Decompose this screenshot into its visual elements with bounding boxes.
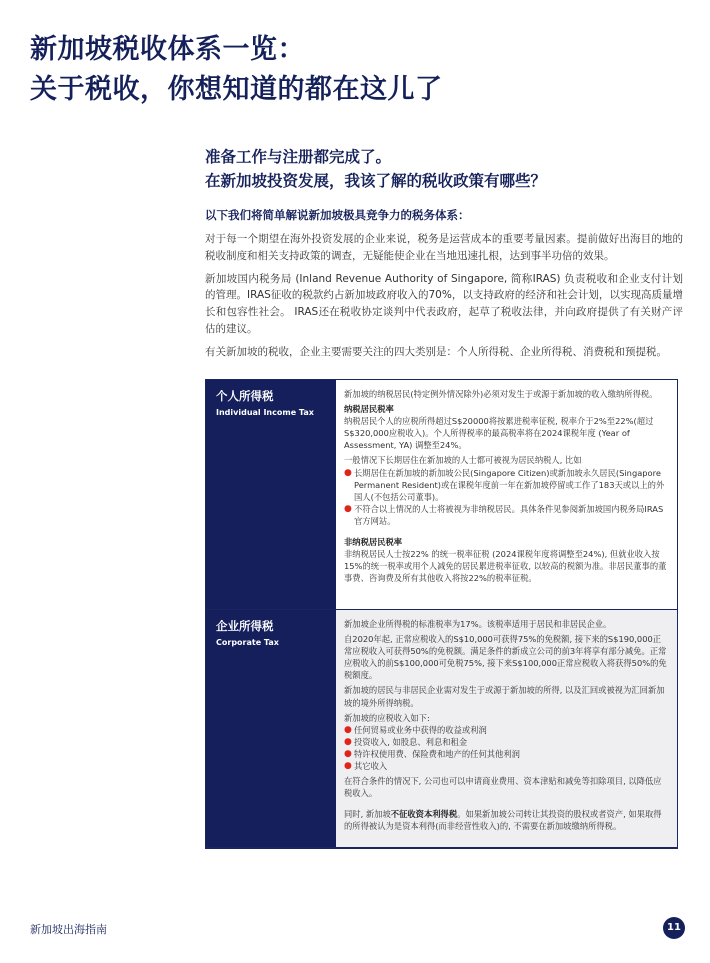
paragraph: 有关新加坡的税收，企业主要需要关注的四大类别是：个人所得税、企业所得税、消费税和预提税。 [205,345,667,358]
corporate-scope-text: 新加坡的居民与非居民企业需对发生于或源于新加坡的所得, 以及汇回或被视为汇回新加坡的境外所得纳税。 [344,685,665,708]
row-content [336,380,677,609]
deduction-text: 在符合条件的情况下, 公司也可以申请商业费用、资本津贴和减免等扣除项目, 以降低应税收入。 [344,776,662,799]
row-label [206,610,336,847]
resident-lead: 一般情况下长期居住在新加坡的人士都可被视为居民纳税人, 比如 [344,455,582,466]
page-number: 11 [663,917,685,939]
page-title-line-1: 新加坡税收体系一览： [30,34,305,65]
list-item: ● 其它收入 [344,761,388,772]
row-content [336,610,677,847]
tax-category-table [205,379,678,849]
bullet-dot-icon: ● [344,748,352,759]
row-label-zh: 个人所得税 [216,389,274,403]
subheading-line-2: 在新加坡投资发展，我该了解的税收政策有哪些？ [205,172,547,190]
paragraph: 新加坡国内税务局 (Inland Revenue Authority of Singapore, 简称IRAS) 负责税收和企业支付计划的管理。IRAS征收的税款约占新加坡政府收入的70%，以支持政府的经济和社会计划，以实现高质量增长和包容性社会。 IRAS还在税收协定谈判中代表政府，起草了税收法律，并向政府提供了有关财产评估的建议。 [205,272,683,335]
resident-bullets [344,467,668,527]
footer-guide-title: 新加坡出海指南 [30,923,107,936]
bullet-dot-icon: ● [344,503,352,514]
list-item: ● 任何贸易或业务中获得的收益或利润 [344,724,487,735]
resident-rate-heading: 纳税居民税率 [344,404,394,415]
resident-rate-text: 纳税居民个人的应税所得超过S$20000将按累进税率征税, 税率介于2%至22%(超过S$320,000应税收入)。个人所得税率的最高税率将在2024课税年度 (Year of Assessment, YA) 调整至24%。 [344,416,654,451]
list-item: ● 长期居住在新加坡的新加坡公民(Singapore Citizen)或新加坡永久居民(Singapore Permanent Resident)或在课税年度前一年在新加坡停留或工作了183天或以上的外国人(不包括公司董事)。 [344,467,665,502]
capital-gains-text: 同时, 新加坡不征收资本利得税。如果新加坡公司转让其投资的股权或者资产, 如果取得的所得被认为是资本利得(而非经营性收入)的, 不需要在新加坡缴纳所得税。 [344,809,662,832]
nonresident-rate-text: 非纳税居民人士按22% 的统一税率征税 (2024课税年度将调整至24%), 但就业收入按15%的统一税率或用个人减免的居民累进税率征收, 以较高的税额为准。非居民董事的董事费、咨询费及所有其他收入将按22%的税率征税。 [344,549,667,584]
paragraph: 对于每一个期望在海外投资发展的企业来说，税务是运营成本的重要考量因素。提前做好出海目的地的税收制度和相关支持政策的调查，无疑能使企业在当地迅速扎根，达到事半功倍的效果。 [205,233,683,262]
individual-intro: 新加坡的纳税居民(特定例外情况除外)必须对发生于或源于新加坡的收入缴纳所得税。 [344,389,658,399]
row-label-en: Corporate Tax [216,638,279,647]
bullet-dot-icon: ● [344,467,352,478]
list-item: ● 特许权使用费、保险费和地产的任何其他利润 [344,748,520,759]
bullet-dot-icon: ● [344,736,352,747]
corporate-tax-row [206,609,677,847]
corporate-exemption-text: 自2020年起, 正常应税收入的S$10,000可获得75%的免税额, 接下来的S$190,000正常应税收入可获得50%的免税额。满足条件的新成立公司的前3年将享有部分减免。正常应税收入的前S$100,000可免税75%, 接下来S$100,000正常应税收入将获得50%的免税额度。 [344,634,667,681]
page-title [30,30,690,110]
capital-gains-emphasis: 不征收资本利得税 [390,809,458,820]
individual-income-tax-row [206,379,677,609]
intro-heading: 以下我们将简单解说新加坡极具竞争力的税务体系： [205,208,470,222]
intro-paragraphs [205,231,683,367]
list-item: ● 不符合以上情况的人士将被视为非纳税居民。具体条件见参阅新加坡国内税务局IRAS官方网站。 [344,503,664,526]
bullet-dot-icon: ● [344,724,352,735]
taxable-income-bullets [344,724,668,772]
row-label-zh: 企业所得税 [216,619,274,633]
nonresident-rate-heading: 非纳税居民税率 [344,537,403,548]
list-item: ● 投资收入, 如股息、利息和租金 [344,736,468,747]
subheading-line-1: 准备工作与注册都完成了。 [205,148,392,166]
page-title-line-2: 关于税收，你想知道的都在这儿了 [30,74,443,105]
taxable-income-lead: 新加坡的应税收入如下: [344,712,430,723]
section-subheading [205,145,685,193]
corporate-rate-text: 新加坡企业所得税的标准税率为17%。该税率适用于居民和非居民企业。 [344,619,612,629]
bullet-dot-icon: ● [344,761,352,772]
row-label-en: Individual Income Tax [216,408,314,417]
row-label [206,380,336,609]
